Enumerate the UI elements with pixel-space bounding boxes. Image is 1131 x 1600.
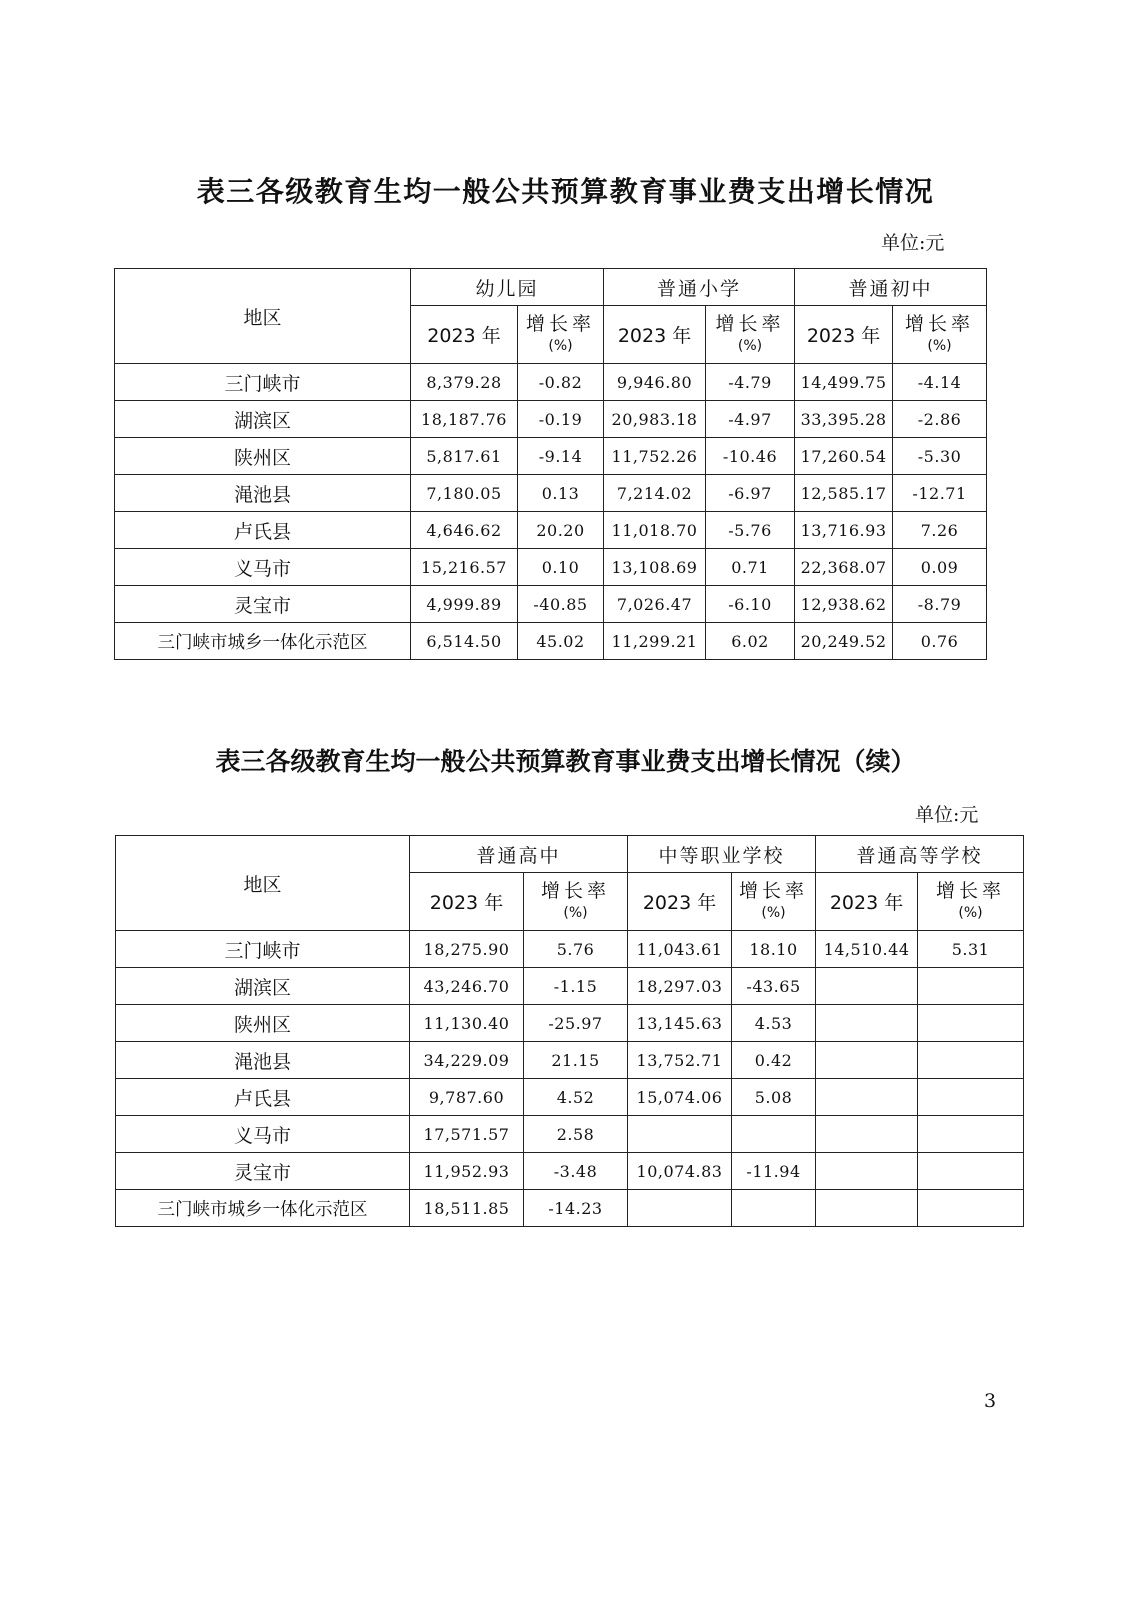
value-cell: -3.48 xyxy=(524,1153,628,1190)
value-cell xyxy=(918,1005,1024,1042)
value-cell: 18,275.90 xyxy=(410,931,524,968)
value-cell: 15,216.57 xyxy=(411,549,518,586)
value-cell: 7,180.05 xyxy=(411,475,518,512)
value-cell: 4,999.89 xyxy=(411,586,518,623)
region-cell: 陕州区 xyxy=(116,1005,410,1042)
value-cell: 11,752.26 xyxy=(604,438,706,475)
value-cell: 18,187.76 xyxy=(411,401,518,438)
value-cell: 43,246.70 xyxy=(410,968,524,1005)
table1-title: 表三各级教育生均一般公共预算教育事业费支出增长情况 xyxy=(196,175,935,208)
value-cell: 21.15 xyxy=(524,1042,628,1079)
value-cell: 11,130.40 xyxy=(410,1005,524,1042)
group-header-junior-middle-school: 普通初中 xyxy=(795,269,987,306)
value-cell xyxy=(918,1079,1024,1116)
percent-unit-label: (%) xyxy=(927,337,952,354)
region-cell: 三门峡市 xyxy=(116,931,410,968)
percent-unit-label: (%) xyxy=(761,904,786,921)
value-cell xyxy=(628,1190,732,1227)
value-cell: 5.08 xyxy=(732,1079,816,1116)
region-cell: 三门峡市 xyxy=(115,364,411,401)
year-column-header: 2023 年 xyxy=(410,873,524,931)
table-row xyxy=(115,512,987,549)
value-cell: 18,297.03 xyxy=(628,968,732,1005)
value-cell: 11,043.61 xyxy=(628,931,732,968)
table-row xyxy=(116,1116,1024,1153)
value-cell: 8,379.28 xyxy=(411,364,518,401)
value-cell xyxy=(816,1005,918,1042)
value-cell: 4,646.62 xyxy=(411,512,518,549)
value-cell: 9,946.80 xyxy=(604,364,706,401)
table-row xyxy=(116,968,1024,1005)
region-column-header: 地区 xyxy=(116,836,410,931)
value-cell: 0.76 xyxy=(893,623,987,660)
region-cell: 义马市 xyxy=(116,1116,410,1153)
value-cell: -1.15 xyxy=(524,968,628,1005)
value-cell: -0.82 xyxy=(518,364,604,401)
percent-unit-label: (%) xyxy=(737,337,763,354)
table2 xyxy=(115,835,1024,1227)
table1-group-header-row xyxy=(115,269,987,306)
table2-group-header-row xyxy=(116,836,1024,873)
region-cell: 渑池县 xyxy=(115,475,411,512)
value-cell: 4.53 xyxy=(732,1005,816,1042)
value-cell: 12,585.17 xyxy=(795,475,893,512)
percent-unit-label: (%) xyxy=(548,337,573,354)
year-column-header: 2023 年 xyxy=(604,306,706,364)
value-cell: 18,511.85 xyxy=(410,1190,524,1227)
value-cell: -14.23 xyxy=(524,1190,628,1227)
table-row xyxy=(115,401,987,438)
value-cell xyxy=(918,1153,1024,1190)
table-row xyxy=(115,364,987,401)
value-cell xyxy=(732,1116,816,1153)
table-row xyxy=(115,623,987,660)
value-cell xyxy=(816,1042,918,1079)
percent-unit-label: (%) xyxy=(958,904,983,921)
value-cell: 11,018.70 xyxy=(604,512,706,549)
value-cell: 11,952.93 xyxy=(410,1153,524,1190)
group-header-primary-school: 普通小学 xyxy=(604,269,795,306)
value-cell: 14,510.44 xyxy=(816,931,918,968)
value-cell: 0.42 xyxy=(732,1042,816,1079)
value-cell: 11,299.21 xyxy=(604,623,706,660)
value-cell: 17,571.57 xyxy=(410,1116,524,1153)
value-cell: 4.52 xyxy=(524,1079,628,1116)
value-cell: 0.71 xyxy=(706,549,795,586)
value-cell xyxy=(918,968,1024,1005)
table-row xyxy=(116,1042,1024,1079)
value-cell: 20,983.18 xyxy=(604,401,706,438)
value-cell: 10,074.83 xyxy=(628,1153,732,1190)
value-cell: -40.85 xyxy=(518,586,604,623)
value-cell: -43.65 xyxy=(732,968,816,1005)
growth-rate-column-header xyxy=(918,873,1024,931)
value-cell: 7,026.47 xyxy=(604,586,706,623)
table-row xyxy=(115,549,987,586)
value-cell: 34,229.09 xyxy=(410,1042,524,1079)
growth-rate-label: 增长率 xyxy=(739,879,809,902)
region-column-header: 地区 xyxy=(115,269,411,364)
value-cell: -6.97 xyxy=(706,475,795,512)
value-cell: 33,395.28 xyxy=(795,401,893,438)
table-row xyxy=(115,586,987,623)
value-cell: -11.94 xyxy=(732,1153,816,1190)
value-cell: -2.86 xyxy=(893,401,987,438)
value-cell: 22,368.07 xyxy=(795,549,893,586)
table-row xyxy=(115,475,987,512)
growth-rate-column-header xyxy=(732,873,816,931)
table-row xyxy=(116,1190,1024,1227)
value-cell: 13,145.63 xyxy=(628,1005,732,1042)
year-column-header: 2023 年 xyxy=(411,306,518,364)
growth-rate-column-header xyxy=(893,306,987,364)
value-cell: 14,499.75 xyxy=(795,364,893,401)
year-column-header: 2023 年 xyxy=(628,873,732,931)
value-cell xyxy=(816,1153,918,1190)
percent-unit-label: (%) xyxy=(563,904,588,921)
group-header-kindergarten: 幼儿园 xyxy=(411,269,604,306)
growth-rate-column-header xyxy=(524,873,628,931)
table-row xyxy=(115,438,987,475)
region-cell: 湖滨区 xyxy=(116,968,410,1005)
value-cell: 12,938.62 xyxy=(795,586,893,623)
region-cell: 渑池县 xyxy=(116,1042,410,1079)
value-cell xyxy=(918,1190,1024,1227)
value-cell: 18.10 xyxy=(732,931,816,968)
value-cell: 13,108.69 xyxy=(604,549,706,586)
value-cell: 17,260.54 xyxy=(795,438,893,475)
value-cell: -8.79 xyxy=(893,586,987,623)
value-cell: 20.20 xyxy=(518,512,604,549)
value-cell: 13,752.71 xyxy=(628,1042,732,1079)
group-header-secondary-vocational-school: 中等职业学校 xyxy=(628,836,816,873)
value-cell xyxy=(732,1190,816,1227)
growth-rate-label: 增长率 xyxy=(936,879,1006,902)
value-cell: 15,074.06 xyxy=(628,1079,732,1116)
value-cell xyxy=(918,1042,1024,1079)
growth-rate-column-header xyxy=(706,306,795,364)
value-cell: -4.97 xyxy=(706,401,795,438)
growth-rate-label: 增长率 xyxy=(541,879,611,902)
value-cell xyxy=(918,1116,1024,1153)
value-cell: -10.46 xyxy=(706,438,795,475)
table-row xyxy=(116,1005,1024,1042)
region-cell: 灵宝市 xyxy=(115,586,411,623)
value-cell: 45.02 xyxy=(518,623,604,660)
region-cell: 湖滨区 xyxy=(115,401,411,438)
region-cell: 陕州区 xyxy=(115,438,411,475)
table2-unit-label: 单位:元 xyxy=(915,804,979,826)
value-cell: -4.14 xyxy=(893,364,987,401)
value-cell xyxy=(628,1116,732,1153)
value-cell: -9.14 xyxy=(518,438,604,475)
value-cell: -6.10 xyxy=(706,586,795,623)
value-cell: 13,716.93 xyxy=(795,512,893,549)
year-column-header: 2023 年 xyxy=(795,306,893,364)
group-header-senior-high-school: 普通高中 xyxy=(410,836,628,873)
region-cell: 三门峡市城乡一体化示范区 xyxy=(116,1190,410,1227)
value-cell: 6,514.50 xyxy=(411,623,518,660)
value-cell: 7.26 xyxy=(893,512,987,549)
year-column-header: 2023 年 xyxy=(816,873,918,931)
value-cell: 0.13 xyxy=(518,475,604,512)
value-cell xyxy=(816,968,918,1005)
value-cell: -25.97 xyxy=(524,1005,628,1042)
page-number: 3 xyxy=(984,1390,997,1412)
value-cell: -0.19 xyxy=(518,401,604,438)
table-row xyxy=(116,1079,1024,1116)
value-cell: 7,214.02 xyxy=(604,475,706,512)
value-cell: -12.71 xyxy=(893,475,987,512)
table-row xyxy=(116,931,1024,968)
value-cell: 5,817.61 xyxy=(411,438,518,475)
group-header-higher-education: 普通高等学校 xyxy=(816,836,1024,873)
value-cell: -5.76 xyxy=(706,512,795,549)
region-cell: 义马市 xyxy=(115,549,411,586)
value-cell: 20,249.52 xyxy=(795,623,893,660)
region-cell: 灵宝市 xyxy=(116,1153,410,1190)
growth-rate-label: 增长率 xyxy=(905,312,975,335)
value-cell xyxy=(816,1116,918,1153)
growth-rate-label: 增长率 xyxy=(526,312,596,335)
value-cell: 5.31 xyxy=(918,931,1024,968)
value-cell xyxy=(816,1190,918,1227)
value-cell: 9,787.60 xyxy=(410,1079,524,1116)
value-cell: 2.58 xyxy=(524,1116,628,1153)
value-cell xyxy=(816,1079,918,1116)
value-cell: -4.79 xyxy=(706,364,795,401)
value-cell: 0.10 xyxy=(518,549,604,586)
region-cell: 卢氏县 xyxy=(115,512,411,549)
table2-title: 表三各级教育生均一般公共预算教育事业费支出增长情况（续） xyxy=(215,747,916,776)
value-cell: -5.30 xyxy=(893,438,987,475)
table1-unit-label: 单位:元 xyxy=(881,232,945,254)
value-cell: 0.09 xyxy=(893,549,987,586)
region-cell: 三门峡市城乡一体化示范区 xyxy=(115,623,411,660)
table1 xyxy=(114,268,987,660)
growth-rate-column-header xyxy=(518,306,604,364)
table-row xyxy=(116,1153,1024,1190)
region-cell: 卢氏县 xyxy=(116,1079,410,1116)
value-cell: 5.76 xyxy=(524,931,628,968)
growth-rate-label: 增长率 xyxy=(715,312,785,335)
value-cell: 6.02 xyxy=(706,623,795,660)
